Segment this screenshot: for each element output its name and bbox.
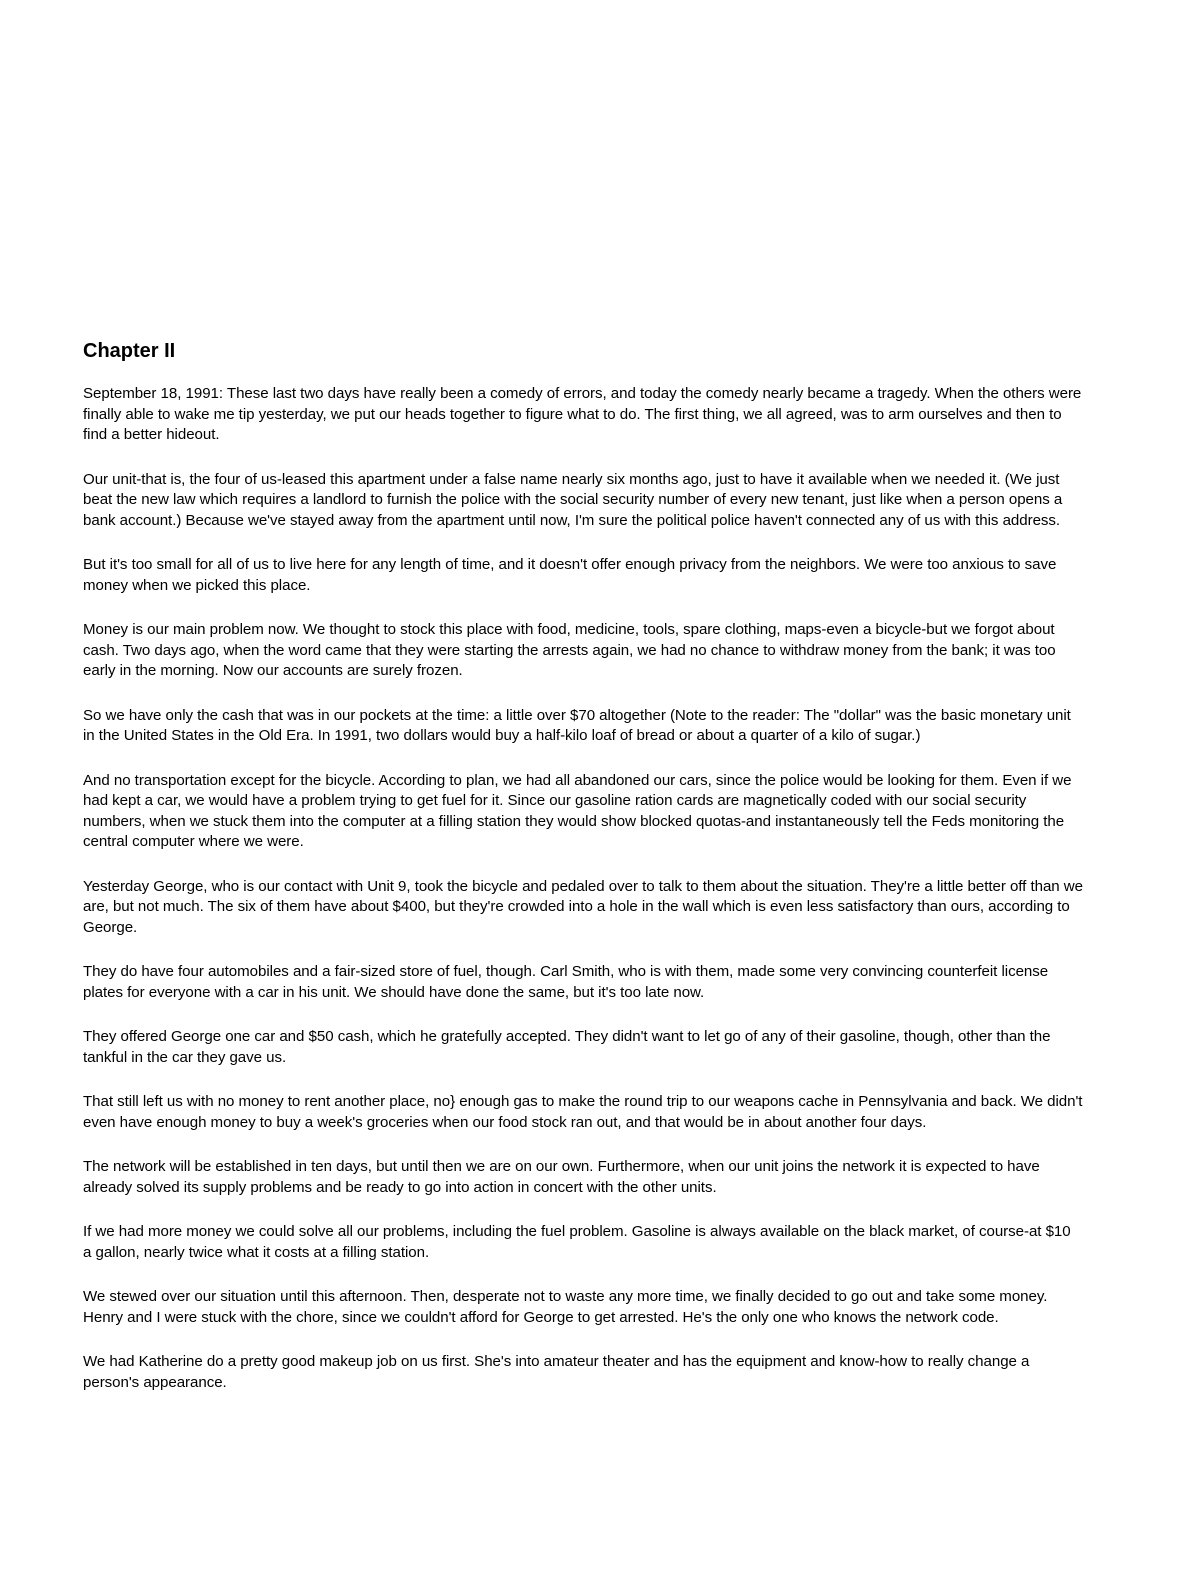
paragraph-7: Yesterday George, who is our contact with Unit 9, took the bicycle and pedaled over to talk to them about the situation. They're a little better off than we are, but not much. The six of them have about $400, but they're crowded into a hole in the wall which is even less satisfactory than ours, according to George. [83, 877, 1083, 936]
paragraph-5: So we have only the cash that was in our pockets at the time: a little over $70 altogether (Note to the reader: The "dollar" was the basic monetary unit in the United States in the Old Era. In 1991, two dollars would buy a half-kilo loaf of bread or about a quarter of a kilo of sugar.) [83, 706, 1071, 744]
paragraph-2: Our unit-that is, the four of us-leased this apartment under a false name nearly six months ago, just to have it available when we needed it. (We just beat the new law which requires a landlord to furnish the police with the social security number of every new tenant, just like when a person opens a bank account.) Because we've stayed away from the apartment until now, I'm sure the political police haven't connected any of us with this address. [83, 470, 1063, 529]
paragraph-10: That still left us with no money to rent another place, no} enough gas to make the round trip to our weapons cache in Pennsylvania and back. We didn't even have enough money to buy a week's groceries when our food stock ran out, and that would be in about another four days. [83, 1093, 1083, 1131]
paragraph-9: They offered George one car and $50 cash, which he gratefully accepted. They didn't want to let go of any of their gasoline, though, other than the tankful in the car they gave us. [83, 1028, 1051, 1066]
paragraph-13: We stewed over our situation until this afternoon. Then, desperate not to waste any more time, we finally decided to go out and take some money. Henry and I were stuck with the chore, since we couldn't afford for George to get arrested. He's the only one who knows the network code. [83, 1288, 1048, 1326]
paragraph-4: Money is our main problem now. We thought to stock this place with food, medicine, tools, spare clothing, maps-even a bicycle-but we forgot about cash. Two days ago, when the word came that they were starting the arrests again, we had no chance to withdraw money from the bank; it was too early in the morning. Now our accounts are surely frozen. [83, 621, 1056, 679]
paragraph-1: September 18, 1991: These last two days have really been a comedy of errors, and today the comedy nearly became a tragedy. When the others were finally able to wake me tip yesterday, we put our heads together to figure what to do. The first thing, we all agreed, was to arm ourselves and then to find a better hideout. [83, 385, 1082, 443]
paragraph-3: But it's too small for all of us to live here for any length of time, and it doesn't offer enough privacy from the neighbors. We were too anxious to save money when we picked this place. [83, 556, 1057, 594]
paragraph-12: If we had more money we could solve all our problems, including the fuel problem. Gasoline is always available on the black market, of course-at $10 a gallon, nearly twice what it costs at a filling station. [83, 1223, 1071, 1261]
paragraph-6: And no transportation except for the bicycle. According to plan, we had all abandoned our cars, since the police would be looking for them. Even if we had kept a car, we would have a problem trying to get fuel for it. Since our gasoline ration cards are magnetically coded with our social security numbers, when we stuck them into the computer at a filling station they would show blocked quotas-and instantaneously tell the Feds monitoring the central computer where we were. [83, 771, 1072, 850]
paragraph-14: We had Katherine do a pretty good makeup job on us first. She's into amateur theater and has the equipment and know-how to really change a person's appearance. [83, 1353, 1030, 1391]
paragraph-11: The network will be established in ten days, but until then we are on our own. Furthermore, when our unit joins the network it is expected to have already solved its supply problems and be ready to go into action in concert with the other units. [83, 1158, 1040, 1196]
page-content [83, 337, 1083, 1417]
chapter-title: Chapter II [83, 340, 176, 362]
paragraph-8: They do have four automobiles and a fair-sized store of fuel, though. Carl Smith, who is with them, made some very convincing counterfeit license plates for everyone with a car in his unit. We should have done the same, but it's too late now. [83, 963, 1049, 1001]
